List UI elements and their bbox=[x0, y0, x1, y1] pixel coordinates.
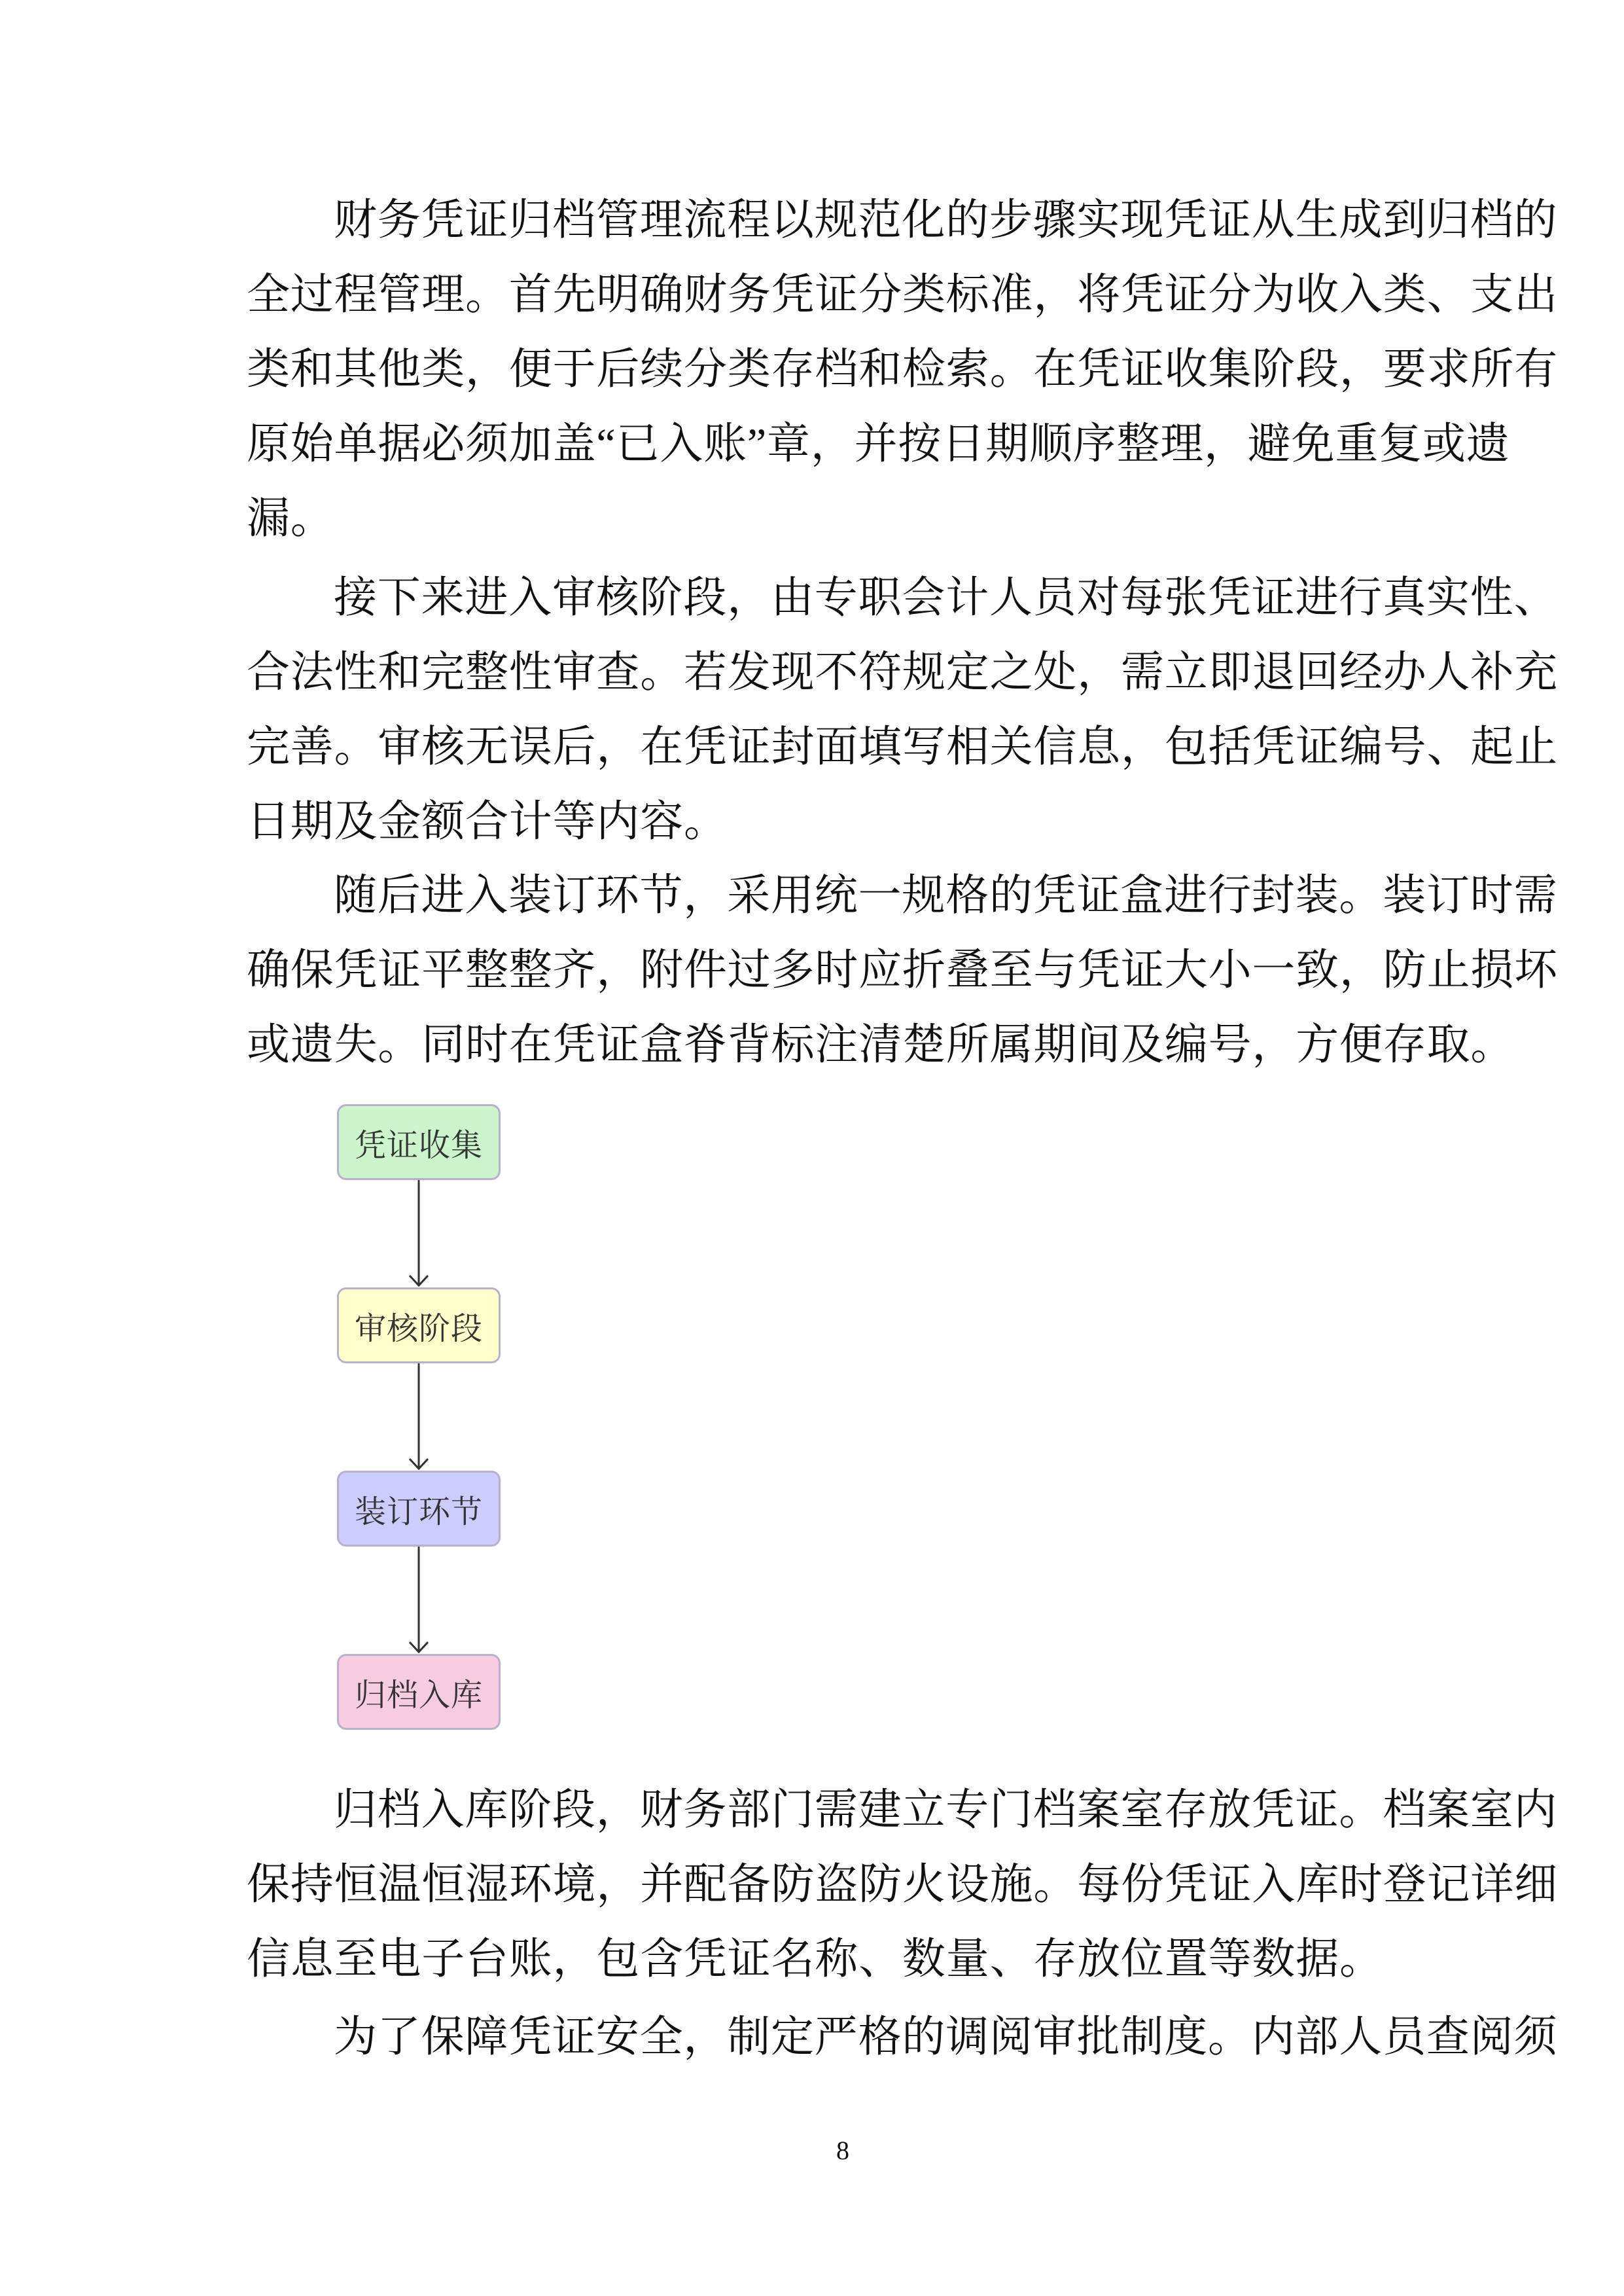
arrow-down-icon bbox=[406, 1180, 432, 1287]
text-line: 日期及金额合计等内容。 bbox=[247, 798, 728, 846]
paragraph-4 bbox=[247, 1773, 1558, 1997]
flow-step-label: 装订环节 bbox=[354, 1493, 483, 1530]
flow-step-label: 审核阶段 bbox=[354, 1310, 483, 1347]
flow-step-collect bbox=[337, 1104, 501, 1180]
flow-step-label: 归档入库 bbox=[354, 1676, 483, 1713]
paragraph-3 bbox=[247, 859, 1558, 1083]
text-line: 合法性和完整性审查。若发现不符规定之处，需立即退回经办人补充 bbox=[247, 649, 1558, 696]
paragraph-1 bbox=[247, 183, 1558, 556]
paragraph-2 bbox=[247, 561, 1558, 859]
text-line: 接下来进入审核阶段，由专职会计人员对每张凭证进行真实性、 bbox=[334, 574, 1558, 622]
flow-step-label: 凭证收集 bbox=[354, 1126, 483, 1164]
text-line: 漏。 bbox=[247, 495, 334, 543]
text-line: 随后进入装订环节，采用统一规格的凭证盒进行封装。装订时需 bbox=[334, 872, 1558, 920]
text-line: 信息至电子台账，包含凭证名称、数量、存放位置等数据。 bbox=[247, 1935, 1383, 1983]
text-line: 为了保障凭证安全，制定严格的调阅审批制度。内部人员查阅须 bbox=[334, 2013, 1558, 2061]
text-line: 全过程管理。首先明确财务凭证分类标准，将凭证分为收入类、支出 bbox=[247, 271, 1558, 319]
text-line: 保持恒温恒湿环境，并配备防盗防火设施。每份凭证入库时登记详细 bbox=[247, 1861, 1558, 1909]
text-line: 类和其他类，便于后续分类存档和检索。在凭证收集阶段，要求所有 bbox=[247, 346, 1558, 393]
text-line: 财务凭证归档管理流程以规范化的步骤实现凭证从生成到归档的 bbox=[334, 196, 1558, 244]
text-line: 完善。审核无误后，在凭证封面填写相关信息，包括凭证编号、起止 bbox=[247, 723, 1558, 771]
text-line: 归档入库阶段，财务部门需建立专门档案室存放凭证。档案室内 bbox=[334, 1786, 1558, 1834]
arrow-down-icon bbox=[406, 1363, 432, 1471]
flow-step-binding bbox=[337, 1471, 501, 1547]
text-line: 或遗失。同时在凭证盒脊背标注清楚所属期间及编号，方便存取。 bbox=[247, 1021, 1515, 1069]
text-line: 原始单据必须加盖“已入账”章，并按日期顺序整理，避免重复或遗 bbox=[247, 420, 1510, 468]
flow-step-review bbox=[337, 1287, 501, 1363]
arrow-down-icon bbox=[406, 1547, 432, 1654]
paragraph-5 bbox=[247, 2000, 1558, 2075]
flow-step-archive bbox=[337, 1654, 501, 1730]
text-line: 确保凭证平整整齐，附件过多时应折叠至与凭证大小一致，防止损坏 bbox=[247, 946, 1558, 994]
page-number: 8 bbox=[836, 2136, 849, 2165]
